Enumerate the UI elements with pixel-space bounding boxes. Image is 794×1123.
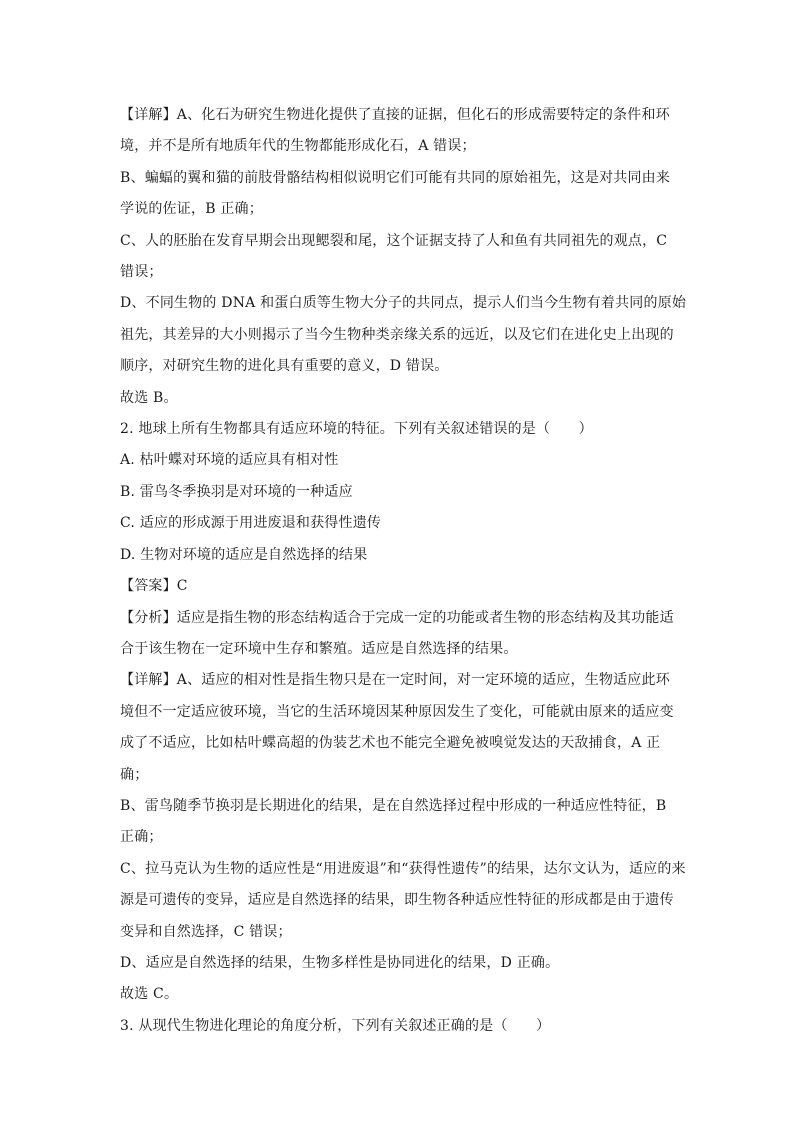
text-line: 故选 C。 [120, 986, 179, 1003]
text-line: B、雷鸟随季节换羽是长期进化的结果，是在自然选择过程中形成的一种适应性特征，B [120, 797, 667, 814]
text-line: C、拉马克认为生物的适应性是“用进废退”和“获得性遗传”的结果，达尔文认为，适应的来 [120, 860, 686, 877]
text-line: 境，并不是所有地质年代的生物都能形成化石，A 错误； [120, 138, 476, 155]
text-line: 学说的佐证，B 正确； [120, 201, 263, 218]
option-a: A. 枯叶蝶对环境的适应具有相对性 [120, 452, 339, 469]
text-line: 境但不一定适应彼环境，当它的生活环境因某种原因发生了变化，可能就由原来的适应变 [120, 703, 674, 720]
text-line: 顺序，对研究生物的进化具有重要的意义，D 错误。 [120, 358, 449, 375]
text-line: 【分析】适应是指生物的形态结构适合于完成一定的功能或者生物的形态结构及其功能适 [120, 609, 674, 626]
text-line: 【详解】A、化石为研究生物进化提供了直接的证据，但化石的形成需要特定的条件和环 [120, 107, 670, 123]
text-line: 确； [120, 766, 149, 783]
text-line: 祖先，其差异的大小则揭示了当今生物种类亲缘关系的远近，以及它们在进化史上出现的 [120, 326, 674, 343]
question-stem: 3. 从现代生物进化理论的角度分析，下列有关叙述正确的是（ ） [120, 1017, 551, 1034]
question-stem: 2. 地球上所有生物都具有适应环境的特征。下列有关叙述错误的是（ ） [120, 421, 593, 438]
option-b: B. 雷鸟冬季换羽是对环境的一种适应 [120, 483, 353, 500]
document-body [120, 100, 687, 1042]
text-line: 变异和自然选择，C 错误； [120, 923, 292, 940]
answer-line: 【答案】C [120, 578, 188, 595]
text-line: C、人的胚胎在发育早期会出现鳃裂和尾，这个证据支持了人和鱼有共同祖先的观点，C [120, 232, 668, 249]
text-line: 故选 B。 [120, 389, 178, 406]
option-d: D. 生物对环境的适应是自然选择的结果 [120, 546, 368, 563]
text-line: 错误； [120, 264, 163, 281]
text-line: 【详解】A、适应的相对性是指生物只是在一定时间，对一定环境的适应，生物适应此环 [120, 672, 670, 689]
text-line: 正确； [120, 829, 163, 846]
text-line: B、蝙蝠的翼和猫的前肢骨骼结构相似说明它们可能有共同的原始祖先，这是对共同由来 [120, 169, 671, 186]
text-line: 源是可遗传的变异，适应是自然选择的结果，即生物各种适应性特征的形成都是由于遗传 [120, 892, 674, 909]
text-line: D、适应是自然选择的结果，生物多样性是协同进化的结果，D 正确。 [120, 954, 560, 971]
text-line: 合于该生物在一定环境中生存和繁殖。适应是自然选择的结果。 [120, 640, 518, 657]
text-line: D、不同生物的 DNA 和蛋白质等生物大分子的共同点，提示人们当今生物有着共同的原始 [120, 295, 687, 312]
option-c: C. 适应的形成源于用进废退和获得性遗传 [120, 515, 382, 532]
text-line: 成了不适应，比如枯叶蝶高超的伪装艺术也不能完全避免被嗅觉发达的天敌捕食，A 正 [120, 735, 661, 752]
